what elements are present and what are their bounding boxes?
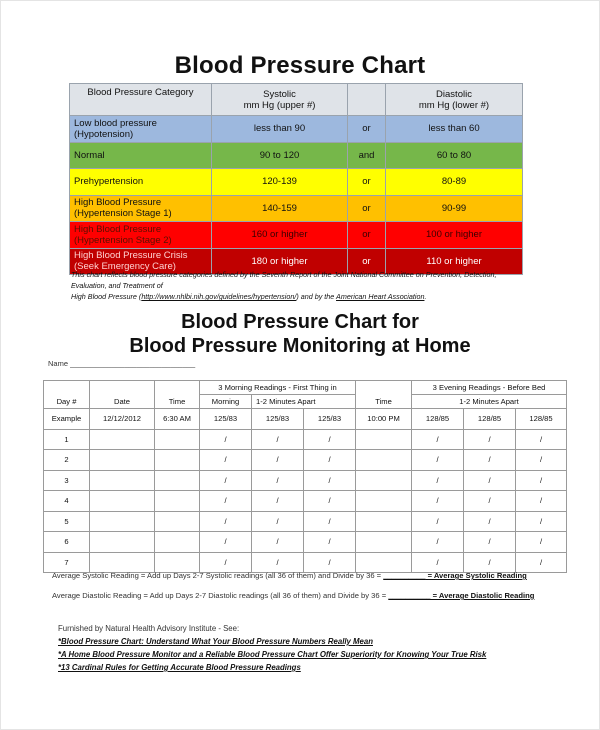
day-number: 5 <box>44 511 90 532</box>
example-morning-2: 125/83 <box>252 409 304 430</box>
example-time-evening: 10:00 PM <box>356 409 412 430</box>
date-cell[interactable] <box>90 470 155 491</box>
row-conjunction: or <box>348 195 386 222</box>
page-title: Blood Pressure Chart <box>174 52 426 79</box>
row-systolic: 90 to 120 <box>212 142 348 169</box>
header-spacer <box>348 84 386 116</box>
row-conjunction: or <box>348 116 386 143</box>
note-text: High Blood Pressure ( <box>71 292 142 301</box>
evening-reading-3[interactable]: / <box>516 532 567 553</box>
time-cell[interactable] <box>155 491 200 512</box>
evening-reading-3[interactable]: / <box>516 450 567 471</box>
morning-reading-2[interactable]: / <box>252 491 304 512</box>
evening-reading-3[interactable]: / <box>516 552 567 573</box>
header-time-evening: Time <box>356 381 412 409</box>
evening-time-cell[interactable] <box>356 532 412 553</box>
example-row <box>44 409 567 430</box>
day-number: 1 <box>44 429 90 450</box>
row-category: High Blood Pressure (Hypertension Stage 2) <box>70 222 212 249</box>
example-evening-2: 128/85 <box>464 409 516 430</box>
morning-reading-3[interactable]: / <box>304 450 356 471</box>
morning-reading-2[interactable]: / <box>252 450 304 471</box>
morning-reading-1[interactable]: / <box>200 552 252 573</box>
row-conjunction: or <box>348 248 386 275</box>
evening-reading-2[interactable]: / <box>464 532 516 553</box>
morning-reading-3[interactable]: / <box>304 552 356 573</box>
row-conjunction: or <box>348 169 386 196</box>
morning-reading-2[interactable]: / <box>252 532 304 553</box>
row-category: Normal <box>70 142 212 169</box>
evening-reading-1[interactable]: / <box>412 429 464 450</box>
example-morning-1: 125/83 <box>200 409 252 430</box>
row-systolic: 160 or higher <box>212 222 348 249</box>
avg-systolic-line <box>52 571 527 580</box>
day-number: 6 <box>44 532 90 553</box>
evening-time-cell[interactable] <box>356 511 412 532</box>
header-diastolic: Diastolic mm Hg (lower #) <box>386 84 523 116</box>
header-category: Blood Pressure Category <box>70 84 212 116</box>
date-cell[interactable] <box>90 552 155 573</box>
day-row <box>44 491 567 512</box>
evening-reading-2[interactable]: / <box>464 429 516 450</box>
header-day: Day # <box>44 381 90 409</box>
row-systolic: 140-159 <box>212 195 348 222</box>
row-systolic: less than 90 <box>212 116 348 143</box>
example-morning-3: 125/83 <box>304 409 356 430</box>
avg-systolic-result: = Average Systolic Reading <box>425 571 527 580</box>
morning-reading-3[interactable]: / <box>304 429 356 450</box>
row-diastolic: 110 or higher <box>386 248 523 275</box>
avg-systolic-text: Average Systolic Reading = Add up Days 2-7 Systolic readings (all 36 of them) and Divide by 36 = <box>52 571 384 580</box>
day-row <box>44 552 567 573</box>
header-evening-apart: 1-2 Minutes Apart <box>412 395 567 409</box>
time-cell[interactable] <box>155 511 200 532</box>
time-cell[interactable] <box>155 470 200 491</box>
day-row <box>44 450 567 471</box>
name-field[interactable]: Name ______________________________ <box>48 359 196 368</box>
evening-time-cell[interactable] <box>356 470 412 491</box>
evening-reading-3[interactable]: / <box>516 511 567 532</box>
date-cell[interactable] <box>90 450 155 471</box>
header-evening: 3 Evening Readings - Before Bed <box>412 381 567 395</box>
header-morning-apart: 1-2 Minutes Apart <box>252 395 356 409</box>
time-cell[interactable] <box>155 532 200 553</box>
avg-diastolic-blank[interactable]: __________ <box>388 591 431 600</box>
date-cell[interactable] <box>90 429 155 450</box>
example-evening-1: 128/85 <box>412 409 464 430</box>
row-systolic: 180 or higher <box>212 248 348 275</box>
morning-reading-1[interactable]: / <box>200 450 252 471</box>
evening-reading-2[interactable]: / <box>464 491 516 512</box>
row-conjunction: or <box>348 222 386 249</box>
morning-reading-3[interactable]: / <box>304 491 356 512</box>
row-diastolic: 80-89 <box>386 169 523 196</box>
evening-reading-2[interactable]: / <box>464 470 516 491</box>
row-conjunction: and <box>348 142 386 169</box>
log-header-row1 <box>44 381 567 395</box>
morning-reading-2[interactable]: / <box>252 429 304 450</box>
furnished-intro: Furnished by Natural Health Advisory Institute - See: <box>58 624 240 633</box>
row-diastolic: 100 or higher <box>386 222 523 249</box>
morning-reading-3[interactable]: / <box>304 511 356 532</box>
nhlbi-link[interactable]: http://www.nhlbi.nih.gov/guidelines/hypertension/ <box>141 292 297 301</box>
evening-reading-1[interactable]: / <box>412 450 464 471</box>
example-time: 6:30 AM <box>155 409 200 430</box>
evening-reading-1[interactable]: / <box>412 532 464 553</box>
note-text: . <box>424 292 427 301</box>
day-number: 7 <box>44 552 90 573</box>
evening-reading-1[interactable]: / <box>412 552 464 573</box>
link-bp-chart-article[interactable]: *Blood Pressure Chart: Understand What Your Blood Pressure Numbers Really Mean <box>58 637 373 646</box>
source-note <box>71 269 531 302</box>
bp-row-stage2 <box>70 222 523 249</box>
morning-reading-2[interactable]: / <box>252 470 304 491</box>
furnished-section <box>58 622 486 674</box>
note-line1: This chart reflects blood pressure categories defined by the Seventh Report of the Joint National Committee on Prevention, Detection, Evaluation, and Treatment of <box>71 270 497 290</box>
day-row <box>44 470 567 491</box>
evening-reading-2[interactable]: / <box>464 511 516 532</box>
time-cell[interactable] <box>155 429 200 450</box>
avg-systolic-blank[interactable]: __________ <box>383 571 426 580</box>
bp-row-stage1 <box>70 195 523 222</box>
header-systolic: Systolic mm Hg (upper #) <box>212 84 348 116</box>
evening-reading-3[interactable]: / <box>516 429 567 450</box>
morning-reading-1[interactable]: / <box>200 491 252 512</box>
evening-reading-2[interactable]: / <box>464 552 516 573</box>
row-diastolic: 90-99 <box>386 195 523 222</box>
link-cardinal-rules-article[interactable]: *13 Cardinal Rules for Getting Accurate Blood Pressure Readings <box>58 663 301 672</box>
date-cell[interactable] <box>90 491 155 512</box>
morning-reading-1[interactable]: / <box>200 429 252 450</box>
example-label: Example <box>44 409 90 430</box>
day-row <box>44 532 567 553</box>
date-cell[interactable] <box>90 532 155 553</box>
example-date: 12/12/2012 <box>90 409 155 430</box>
readings-log-table <box>43 380 567 573</box>
day-row <box>44 429 567 450</box>
day-number: 4 <box>44 491 90 512</box>
morning-reading-1[interactable]: / <box>200 511 252 532</box>
bp-row-low <box>70 116 523 143</box>
avg-diastolic-line <box>52 591 534 600</box>
morning-reading-1[interactable]: / <box>200 532 252 553</box>
morning-reading-1[interactable]: / <box>200 470 252 491</box>
row-systolic: 120-139 <box>212 169 348 196</box>
evening-time-cell[interactable] <box>356 552 412 573</box>
time-cell[interactable] <box>155 552 200 573</box>
header-date: Date <box>90 381 155 409</box>
day-number: 2 <box>44 450 90 471</box>
avg-diastolic-result: = Average Diastolic Reading <box>430 591 535 600</box>
example-evening-3: 128/85 <box>516 409 567 430</box>
morning-reading-3[interactable]: / <box>304 532 356 553</box>
day-row <box>44 511 567 532</box>
evening-time-cell[interactable] <box>356 429 412 450</box>
row-category: High Blood Pressure Crisis (Seek Emergency Care) <box>70 248 212 275</box>
evening-reading-3[interactable]: / <box>516 470 567 491</box>
bp-category-table <box>69 83 523 275</box>
row-diastolic: 60 to 80 <box>386 142 523 169</box>
header-morning: 3 Morning Readings - First Thing in <box>200 381 356 395</box>
header-time: Time <box>155 381 200 409</box>
date-cell[interactable] <box>90 511 155 532</box>
row-diastolic: less than 60 <box>386 116 523 143</box>
row-category: Low blood pressure (Hypotension) <box>70 116 212 143</box>
evening-time-cell[interactable] <box>356 491 412 512</box>
evening-reading-1[interactable]: / <box>412 470 464 491</box>
link-home-monitor-article[interactable]: *A Home Blood Pressure Monitor and a Reliable Blood Pressure Chart Offer Superiority for Knowing Your True Risk <box>58 650 487 659</box>
evening-reading-3[interactable]: / <box>516 491 567 512</box>
row-category: High Blood Pressure (Hypertension Stage 1) <box>70 195 212 222</box>
morning-reading-3[interactable]: / <box>304 470 356 491</box>
day-number: 3 <box>44 470 90 491</box>
monitoring-title: Blood Pressure Chart for Blood Pressure Monitoring at Home <box>129 311 471 357</box>
evening-reading-1[interactable]: / <box>412 511 464 532</box>
bp-row-prehypertension <box>70 169 523 196</box>
bp-row-normal <box>70 142 523 169</box>
avg-diastolic-text: Average Diastolic Reading = Add up Days 2-7 Diastolic readings (all 36 of them) and Divide by 36 = <box>52 591 389 600</box>
note-text: ) and by the <box>296 292 337 301</box>
morning-reading-2[interactable]: / <box>252 552 304 573</box>
evening-time-cell[interactable] <box>356 450 412 471</box>
row-category: Prehypertension <box>70 169 212 196</box>
aha-link[interactable]: American Heart Association <box>336 292 425 301</box>
evening-reading-1[interactable]: / <box>412 491 464 512</box>
time-cell[interactable] <box>155 450 200 471</box>
evening-reading-2[interactable]: / <box>464 450 516 471</box>
header-morning-sub: Morning <box>200 395 252 409</box>
morning-reading-2[interactable]: / <box>252 511 304 532</box>
bp-table-header <box>70 84 523 116</box>
